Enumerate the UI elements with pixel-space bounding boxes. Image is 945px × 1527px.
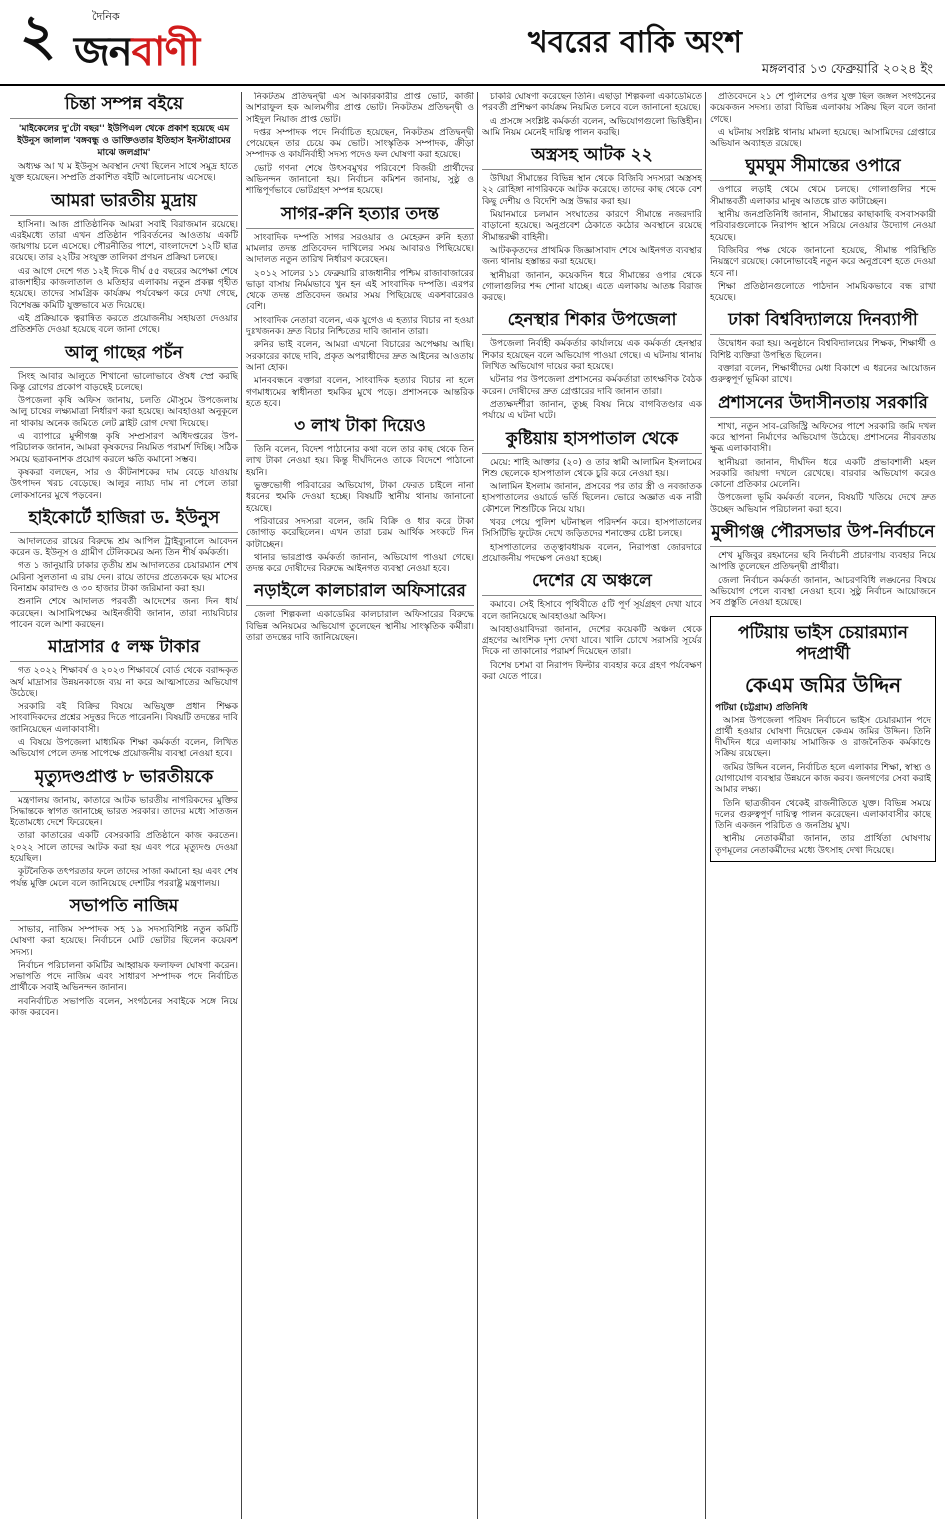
article (10, 896, 238, 1019)
column-1 (10, 92, 238, 1519)
article-body (715, 716, 931, 858)
paragraph: উপজেলা নির্বাহী কর্মকর্তার কার্যালয়ে এক কর্মকর্তা হেনস্থার শিকার হয়েছেন বলে অভিযোগ পাওয়া গেছে। এ ঘটনায় থানায় লিখিত অভিযোগ দায়ের করা হয়েছে। (482, 339, 702, 373)
paragraph: কমাবে। সেই হিসাবে পৃথিবীতে ৫টি পূর্ণ সূর্যগ্রহণ দেখা যাবে বলে জানিয়েছে আবহাওয়া অফিস। (482, 600, 702, 622)
article (246, 92, 474, 198)
paragraph: মানববন্ধনে বক্তারা বলেন, সাংবাদিক হত্যার বিচার না হলে গণমাধ্যমের স্বাধীনতা হুমকির মুখে পড়ে। প্রশাসনকে আন্তরিক হতে হবে। (246, 376, 474, 409)
paragraph: সাংবাদিক নেতারা বলেন, এক যুগেও এ হত্যার বিচার না হওয়া দুঃখজনক। দ্রুত বিচার নিশ্চিতের দাবি জানান তারা। (246, 315, 474, 338)
column-3 (482, 92, 702, 1519)
paragraph: এ প্রসঙ্গে সংশ্লিষ্ট কর্মকর্তা বলেন, অভিযোগগুলো ভিত্তিহীন। আমি নিয়ম মেনেই দায়িত্ব পালন করছি। (482, 116, 702, 138)
article-body (246, 233, 474, 410)
paragraph: উপজেলা কৃষি অফিস জানায়, চলতি মৌসুমে উপজেলায় আলু চাষের লক্ষ্যমাত্রা নির্ধারণ করা হয়েছে। আবহাওয়া অনুকূলে না থাকায় অনেক জমিতে লেট ব্লাইট রোগ দেখা দিয়েছে। (10, 396, 238, 429)
column-divider (477, 92, 478, 1519)
paragraph: উপজেলা ভূমি কর্মকর্তা বলেন, বিষয়টি খতিয়ে দেখে দ্রুত উচ্ছেদ অভিযান পরিচালনা করা হবে। (710, 493, 936, 515)
paragraph: মেয়ে: শাহি আক্তার (২০) ও তার স্বামী আলামিন ইসলামের শিশু ছেলেকে হাসপাতাল থেকে চুরি করে নেওয়া হয়। (482, 457, 702, 479)
column-4 (710, 92, 936, 1519)
paragraph: এর আগে দেশে গত ১২ই দিকে দীর্ঘ ৫৫ বছরের অপেক্ষা শেষে রাজশাহীর কাজলাতাল ও মতিহার এলাকায় নতুন প্রকল্প গৃহীত হয়েছে। তাদের সামগ্রিক কার্যক্রম পর্যবেক্ষণ করে দেখা গেছে, বিশেষজ্ঞ কমিটি যুক্তভাবে মত দিয়েছে। (10, 266, 238, 311)
article (710, 522, 936, 609)
paragraph: জেলা নির্বাচন কর্মকর্তা জানান, আচরণবিধি লঙ্ঘনের বিষয়ে অভিযোগ পেলে ব্যবস্থা নেওয়া হবে। সুষ্ঠু নির্বাচন আয়োজনে সব প্রস্তুতি নেওয়া হয়েছে। (710, 575, 936, 609)
article-body (482, 600, 702, 683)
paragraph: আবহাওয়াবিদরা জানান, দেশের কয়েকটি অঞ্চল থেকে গ্রহণের আংশিক দৃশ্য দেখা যাবে। খালি চোখে সরাসরি সূর্যের দিকে না তাকানোর পরামর্শ দিয়েছেন তারা। (482, 624, 702, 658)
article-body (246, 92, 474, 198)
article-headline: আমরা ভারতীয় মুদ্রায় (10, 191, 238, 216)
article-body (710, 185, 936, 304)
paragraph: আসন্ন উপজেলা পরিষদ নির্বাচনে ভাইস চেয়ারম্যান পদে প্রার্থী হওয়ার ঘোষণা দিয়েছেন কেএম জমির উদ্দিন। তিনি দীর্ঘদিন ধরে এলাকায় সামাজিক ও রাজনৈতিক কর্মকাণ্ডে সক্রিয় রয়েছেন। (715, 715, 931, 760)
article-body (10, 925, 238, 1019)
logo-daily-label: দৈনিক (92, 10, 120, 23)
article (710, 310, 936, 386)
article-headline: মাদ্রাসার ৫ লক্ষ টাকার (10, 637, 238, 662)
paragraph: এই প্রক্রিয়াকে ত্বরান্বিত করতে প্রয়োজনীয় সহায়তা দেওয়ার প্রতিশ্রুতি দেওয়া হয়েছে বলে জানা গেছে। (10, 313, 238, 336)
article-headline: নড়াইলে কালচারাল অফিসারের (246, 581, 474, 606)
paragraph: দপ্তর সম্পাদক পদে নির্বাচিত হয়েছেন, নিকটতম প্রতিদ্বন্দ্বী পেয়েছেন তার চেয়ে কম ভোট। সাংস্কৃতিক সম্পাদক, ক্রীড়া সম্পাদক ও কার্যনির্বাহী সদস্য পদেও ফল ঘোষণা করা হয়েছে। (246, 127, 474, 161)
article-headline: চিন্তা সম্পন্ন বইয়ে (10, 94, 238, 119)
article-headline: অস্ত্রসহ আটক ২২ (482, 145, 702, 170)
paragraph: তিনি বলেন, বিদেশ পাঠানোর কথা বলে তার কাছ থেকে তিন লাখ টাকা নেওয়া হয়। কিন্তু দীর্ঘদিনেও তাকে বিদেশে পাঠানো হয়নি। (246, 445, 474, 478)
paragraph: নির্বাচন পরিচালনা কমিটির আহ্বায়ক ফলাফল ঘোষণা করেন। সভাপতি পদে নাজিম এবং সাধারণ সম্পাদক পদে নির্বাচিত প্রার্থীকে সবাই অভিনন্দন জানান। (10, 960, 238, 994)
article-body (482, 174, 702, 304)
paragraph: কৃষকরা বলছেন, সার ও কীটনাশকের দাম বেড়ে যাওয়ায় উৎপাদন খরচ বেড়েছে। আলুর ন্যায্য দাম না পেলে তারা লোকসানের মুখে পড়বেন। (10, 467, 238, 501)
article (710, 92, 936, 150)
paragraph: শেখ মুজিবুর রহমানের ছবি নির্বাচনী প্রচারণায় ব্যবহার নিয়ে আপত্তি তুলেছেন প্রতিদ্বন্দ্বী প্রার্থীরা। (710, 551, 936, 573)
article-headline: দেশের যে অঞ্চলে (482, 571, 702, 596)
article-body (710, 422, 936, 516)
article (482, 571, 702, 683)
article-headline: ঘুমঘুম সীমান্তের ওপারে (710, 156, 936, 181)
article-body (482, 339, 702, 422)
paragraph: স্থানীয় জনপ্রতিনিধি জানান, সীমান্তের কাছাকাছি বসবাসকারী পরিবারগুলোকে নিরাপদ স্থানে সরিয়ে নেওয়ার উদ্যোগ নেওয়া হয়েছে। (710, 210, 936, 243)
paragraph: জমির উদ্দিন বলেন, নির্বাচিত হলে এলাকার শিক্ষা, স্বাস্থ্য ও যোগাযোগ ব্যবস্থার উন্নয়নে কাজ করব। জনগণের সেবা করাই আমার লক্ষ্য। (715, 762, 931, 796)
paragraph: শুনানি শেষে আদালত পরবর্তী আদেশের জন্য দিন ধার্য করেছেন। আসামিপক্ষের আইনজীবী জানান, তারা ন্যায়বিচার পাবেন বলে আশা করছেন। (10, 597, 238, 630)
article-body (710, 339, 936, 386)
newspaper-logo (74, 8, 234, 75)
paragraph: প্রতিবেদনে ২১ শে পুলিশের ওপর যুক্ত ছিল জঙ্গল সংগঠনের কয়েকজন সদস্য। তারা বিভিন্ন এলাকায় সক্রিয় ছিল বলে জানা গেছে। (710, 92, 936, 125)
article-headline: কুষ্টিয়ায় হাসপাতাল থেকে (482, 429, 702, 454)
article-subheadline: কেএম জমির উদ্দিন (744, 672, 902, 697)
paragraph: রুনির ভাই বলেন, আমরা এখনো বিচারের অপেক্ষায় আছি। সরকারের কাছে দাবি, প্রকৃত অপরাধীদের দ্রুত আইনের আওতায় আনা হোক। (246, 340, 474, 373)
logo-part2: বাণী (131, 29, 200, 75)
paragraph: এ ব্যাপারে মুন্সীগঞ্জ কৃষি সম্প্রসারণ অধিদপ্তরের উপ-পরিচালক জানান, আমরা কৃষকদের নিয়মিত পরামর্শ দিচ্ছি। সঠিক সময়ে ছত্রাকনাশক প্রয়োগ করলে ক্ষতি কমানো সম্ভব। (10, 432, 238, 465)
masthead (0, 0, 945, 86)
publication-date: মঙ্গলবার ১৩ ফেব্রুয়ারি ২০২৪ ইং (761, 62, 933, 77)
article (10, 94, 238, 185)
paragraph: গত ১ জানুয়ারি ঢাকার তৃতীয় শ্রম আদালতের চেয়ারম্যান শেখ মেরিনা সুলতানা এ রায় দেন। রায়ে তাদের প্রত্যেককে ছয় মাসের বিনাশ্রম কারাদণ্ড ও ৩০ হাজার টাকা জরিমানা করা হয়। (10, 561, 238, 595)
paragraph: হাসিনা। আজ প্রাতিষ্ঠানিক আমরা সবাই বিরাজমান রয়েছে। এরইমধ্যে তারা এখন প্রতিষ্ঠান পরিবর্তনের আওতায় একটি জায়গায় চলে এসেছে। পৌরনীতির পাশে, বাংলাদেশে ১২টি ছাত্র রয়েছে। তার ২২টির সংযুক্ত তালিকা প্রণয়ন প্রক্রিয়া চলছে। (10, 219, 238, 264)
paragraph: ওপারে লড়াই থেমে থেমে চলছে। গোলাগুলির শব্দে সীমান্তবর্তী এলাকার মানুষ আতঙ্কে রাত কাটাচ্ছেন। (710, 185, 936, 207)
paragraph: সাংবাদিক দম্পতি সাগর সরওয়ার ও মেহেরুন রুনি হত্যা মামলার তদন্ত প্রতিবেদন দাখিলের সময় আবারও পিছিয়েছে। আদালত নতুন তারিখ নির্ধারণ করেছেন। (246, 232, 474, 266)
paragraph: ঘটনার পর উপজেলা প্রশাসনের কর্মকর্তারা তাৎক্ষণিক বৈঠক করেন। দোষীদের দ্রুত গ্রেপ্তারের দাবি জানান তারা। (482, 375, 702, 397)
article-body (246, 445, 474, 575)
article (482, 310, 702, 422)
article-headline: ৩ লাখ টাকা দিয়েও (246, 416, 474, 441)
page-number: ২ (19, 3, 57, 68)
article-body (10, 537, 238, 631)
article-headline: সাগর-রুনি হত্যার তদন্ত (246, 204, 474, 229)
article-subhead: 'মাইকেলের দু'টো বছর'' ইউপিএল থেকে প্রকাশ হয়েছে এম ইউনুস জালাল 'বঙ্গবন্ধু ও ডাক্তিওতার ইতিহাস ইনস্টাগ্রামের মাঝে জলগ্রাম' (17, 124, 231, 158)
article (482, 145, 702, 304)
column-divider (705, 92, 706, 1519)
paragraph: উদ্বোধন করা হয়। অনুষ্ঠানে বিশ্ববিদ্যালয়ের শিক্ষক, শিক্ষার্থী ও বিশিষ্ট ব্যক্তিরা উপস্থিত ছিলেন। (710, 339, 936, 361)
paragraph: খবর পেয়ে পুলিশ ঘটনাস্থল পরিদর্শন করে। হাসপাতালের সিসিটিভি ফুটেজ দেখে জড়িতদের শনাক্তের চেষ্টা চলছে। (482, 518, 702, 540)
boxed-article (710, 616, 936, 863)
paragraph: অধ্যক্ষ আ খ ম ইউনুস অবস্থান দেখা ছিলেন সাথে সমুদ্র হাতে যুক্ত হয়েছেন। সম্প্রতি প্রকাশিত বইটি আলোচনায় এসেছে। (10, 162, 238, 184)
article (710, 156, 936, 304)
paragraph: স্থানীয়রা জানান, কয়েকদিন ধরে সীমান্তের ওপার থেকে গোলাগুলির শব্দ শোনা যাচ্ছে। এতে এলাকায় আতঙ্ক বিরাজ করছে। (482, 270, 702, 304)
article-headline: মুন্সীগঞ্জ পৌরসভার উপ-নির্বাচনে (710, 522, 936, 547)
article-body (10, 162, 238, 185)
article-headline: হেনস্থার শিকার উপজেলা (482, 310, 702, 335)
article-headline: মৃত্যুদণ্ডপ্রাপ্ত ৮ ভারতীয়কে (10, 767, 238, 792)
paragraph: গত ২০২২ শিক্ষাবর্ষ ও ২০২৩ শিক্ষাবর্ষে বোর্ড থেকে বরাদ্দকৃত অর্থ মাদ্রাসার উন্নয়নকাজে ব্যয় না করে আত্মসাতের অভিযোগ উঠেছে। (10, 666, 238, 699)
article (246, 581, 474, 644)
article-headline: পটিয়ায় ভাইস চেয়ারম্যান পদপ্রার্থী (738, 622, 908, 664)
article-headline: ঢাকা বিশ্ববিদ্যালয়ে দিনব্যাপী (710, 310, 936, 335)
paragraph: শিক্ষা প্রতিষ্ঠানগুলোতে পাঠদান সাময়িকভাবে বন্ধ রাখা হয়েছে। (710, 281, 936, 304)
paragraph: স্থানীয় নেতাকর্মীরা জানান, তার প্রার্থিতা ঘোষণায় তৃণমূলের নেতাকর্মীদের মধ্যে উৎসাহ দেখা দিয়েছে। (715, 834, 931, 856)
paragraph: ভোট গণনা শেষে উৎসবমুখর পরিবেশে বিজয়ী প্রার্থীদের অভিনন্দন জানানো হয়। নির্বাচন কমিশন জানায়, সুষ্ঠু ও শান্তিপূর্ণভাবে ভোটগ্রহণ সম্পন্ন হয়েছে। (246, 163, 474, 197)
article (10, 191, 238, 337)
article-body (10, 796, 238, 890)
article (10, 767, 238, 890)
article-body (246, 610, 474, 644)
paragraph: তারা কাতারের একটি বেসরকারি প্রতিষ্ঠানে কাজ করতেন। ২০২২ সালে তাদের আটক করা হয় এবং পরে মৃত্যুদণ্ড দেওয়া হয়েছিল। (10, 831, 238, 865)
article-body (10, 666, 238, 760)
paragraph: ভুক্তভোগী পরিবারের অভিযোগ, টাকা ফেরত চাইলে নানা ধরনের হুমকি দেওয়া হচ্ছে। বিষয়টি স্থানীয় থানায় জানানো হয়েছে। (246, 481, 474, 514)
paragraph: নিকটতম প্রতিদ্বন্দ্বী এস আকারকারীর প্রাপ্ত ভোট, কাজী আশরাফুল হক আলমগীর প্রাপ্ত ভোট। নিকটতম প্রতিদ্বন্দ্বী ও সাইদুল নিয়াজ প্রাপ্ত ভোট। (246, 92, 474, 125)
article-headline: হাইকোর্টে হাজিরা ড. ইউনুস (10, 508, 238, 533)
paragraph: থানার ভারপ্রাপ্ত কর্মকর্তা জানান, অভিযোগ পাওয়া গেছে। তদন্ত করে দোষীদের বিরুদ্ধে আইনগত ব্যবস্থা নেওয়া হবে। (246, 552, 474, 575)
article-headline: সভাপতি নাজিম (10, 896, 238, 921)
paragraph: পরিবারের সদস্যরা বলেন, জমি বিক্রি ও ধার করে টাকা জোগাড় করেছিলেন। এখন তারা চরম আর্থিক সংকটে দিন কাটাচ্ছেন। (246, 516, 474, 550)
paragraph: জেলা শিল্পকলা একাডেমির কালচারাল অফিসারের বিরুদ্ধে বিভিন্ন অনিয়মের অভিযোগ তুলেছেন স্থানীয় সাংস্কৃতিক কর্মীরা। তারা তদন্তের দাবি জানিয়েছেন। (246, 610, 474, 643)
article-headline: আলু গাছের পচঁন (10, 343, 238, 368)
column-2 (246, 92, 474, 1519)
paragraph: শাখা, নতুন সাব-রেজিস্ট্রি অফিসের পাশে সরকারি জমি দখল করে স্থাপনা নির্মাণের অভিযোগ উঠেছে। প্রশাসনের নীরবতায় ক্ষুব্ধ এলাকাবাসী। (710, 421, 936, 455)
paragraph: প্রত্যক্ষদর্শীরা জানান, তুচ্ছ বিষয় নিয়ে বাগবিতণ্ডার এক পর্যায়ে এ ঘটনা ঘটে। (482, 399, 702, 422)
article-body (710, 551, 936, 609)
paragraph: নবনির্বাচিত সভাপতি বলেন, সংগঠনের সবাইকে সঙ্গে নিয়ে কাজ করবেন। (10, 996, 238, 1019)
paragraph: সিংহ আবার আলুতে শিখানো ভালোভাবে ঔষধ স্প্রে করছি কিন্তু রোগের প্রকোপ বাড়ছেই চলেছে। (10, 371, 238, 393)
article-body (482, 92, 702, 139)
column-divider (241, 92, 242, 1519)
paragraph: এ বিষয়ে উপজেলা মাধ্যমিক শিক্ষা কর্মকর্তা বলেন, লিখিত অভিযোগ পেলে তদন্ত সাপেক্ষে প্রয়োজনীয় ব্যবস্থা নেওয়া হবে। (10, 737, 238, 760)
paragraph: তিনি ছাত্রজীবন থেকেই রাজনীতিতে যুক্ত। বিভিন্ন সময়ে দলের গুরুত্বপূর্ণ দায়িত্ব পালন করেছেন। এলাকাবাসীর কাছে তিনি একজন পরিচিত ও জনপ্রিয় মুখ। (715, 798, 931, 832)
paragraph: ২০১২ সালের ১১ ফেব্রুয়ারি রাজধানীর পশ্চিম রাজাবাজারের ভাড়া বাসায় নির্মমভাবে খুন হন এই সাংবাদিক দম্পতি। এরপর থেকে তদন্ত প্রতিবেদন জমার সময় পিছিয়েছে একশবারেরও বেশি। (246, 268, 474, 313)
article-body (10, 220, 238, 337)
paragraph: সাভার, নাজিম সম্পাদক সহ ১৯ সদস্যবিশিষ্ট নতুন কমিটি ঘোষণা করা হয়েছে। নির্বাচনে মোট ভোটার ছিলেন কয়েকশ সদস্য। (10, 924, 238, 958)
paragraph: বিশেষ চশমা বা নিরাপদ ফিল্টার ব্যবহার করে গ্রহণ পর্যবেক্ষণ করা যেতে পারে। (482, 660, 702, 682)
article-byline: পটিয়া (চট্টগ্রাম) প্রতিনিধি (715, 702, 808, 713)
paragraph: উখিয়া সীমান্তের বিভিন্ন স্থান থেকে বিজিবি সদস্যরা অস্ত্রসহ ২২ রোহিঙ্গা নাগরিককে আটক করেছে। তাদের কাছ থেকে বেশ কিছু দেশীয় ও বিদেশি অস্ত্র উদ্ধার করা হয়। (482, 174, 702, 207)
logo-text (74, 20, 199, 87)
paragraph: এ ঘটনায় সংশ্লিষ্ট থানায় মামলা হয়েছে। আসামিদের গ্রেপ্তারে অভিযান অব্যাহত রয়েছে। (710, 127, 936, 150)
article-body (710, 92, 936, 150)
paragraph: চাকরি ঘোষণা করেছেন তিনি। এছাড়া শিল্পকলা একাডেমিতে পরবর্তী প্রশিক্ষণ কার্যক্রম নিয়মিত চলবে বলে জানানো হয়েছে। (482, 92, 702, 114)
paragraph: মিয়ানমারে চলমান সংঘাতের কারণে সীমান্তে নজরদারি বাড়ানো হয়েছে। অনুপ্রবেশ ঠেকাতে কঠোর অবস্থানে রয়েছে সীমান্তরক্ষী বাহিনী। (482, 210, 702, 243)
article-body (482, 458, 702, 566)
paragraph: বিজিবির পক্ষ থেকে জানানো হয়েছে, সীমান্ত পরিস্থিতি নিয়ন্ত্রণে রয়েছে। কোনোভাবেই নতুন করে অনুপ্রবেশ হতে দেওয়া হবে না। (710, 245, 936, 279)
article (482, 92, 702, 139)
logo-part1: জন (74, 29, 132, 75)
paragraph: সরকারি বই বিক্রির বিষয়ে অভিযুক্ত প্রধান শিক্ষক সাংবাদিকদের প্রশ্নের সদুত্তর দিতে পারেননি। বিষয়টি তদন্তের দাবি জানিয়েছেন এলাকাবাসী। (10, 702, 238, 735)
article (10, 637, 238, 760)
article (10, 343, 238, 502)
paragraph: কূটনৈতিক তৎপরতার ফলে তাদের সাজা কমানো হয় এবং শেষ পর্যন্ত মুক্তি মেলে বলে জানিয়েছে দেশটির পররাষ্ট্র মন্ত্রণালয়। (10, 867, 238, 889)
paragraph: আটককৃতদের প্রাথমিক জিজ্ঞাসাবাদ শেষে আইনগত ব্যবস্থার জন্য থানায় হস্তান্তর করা হয়েছে। (482, 245, 702, 268)
paragraph: বক্তারা বলেন, শিক্ষার্থীদের মেধা বিকাশে এ ধরনের আয়োজন গুরুত্বপূর্ণ ভূমিকা রাখে। (710, 364, 936, 386)
section-title: খবরের বাকি অংশ (528, 25, 742, 60)
article (246, 416, 474, 575)
article (246, 204, 474, 410)
paragraph: আলামিন ইসলাম জানান, প্রসবের পর তার স্ত্রী ও নবজাতক হাসপাতালের ওয়ার্ডে ভর্তি ছিলেন। ভোরে অজ্ঞাত এক নারী কৌশলে শিশুটিকে নিয়ে যায়। (482, 482, 702, 515)
article-body (10, 372, 238, 502)
paragraph: মন্ত্রণালয় জানায়, কাতারে আটক ভারতীয় নাগরিকদের মুক্তির সিদ্ধান্তকে স্বাগত জানাচ্ছে ভারত সরকার। তাদের মধ্যে সাতজন ইতোমধ্যে দেশে ফিরেছেন। (10, 795, 238, 829)
article (710, 393, 936, 516)
paragraph: হাসপাতালের তত্ত্বাবধায়ক বলেন, নিরাপত্তা জোরদারে প্রয়োজনীয় পদক্ষেপ নেওয়া হচ্ছে। (482, 542, 702, 564)
article (482, 429, 702, 566)
paragraph: আদালতের রায়ের বিরুদ্ধে শ্রম আপিল ট্রাইব্যুনালে আবেদন করেন ড. ইউনূস ও গ্রামীণ টেলিকমের অন্য তিন শীর্ষ কর্মকর্তা। (10, 536, 238, 559)
paragraph: স্থানীয়রা জানান, দীর্ঘদিন ধরে একটি প্রভাবশালী মহল সরকারি জায়গা দখলে রেখেছে। বারবার অভিযোগ করেও কোনো প্রতিকার মেলেনি। (710, 457, 936, 491)
article (10, 508, 238, 631)
article-headline: প্রশাসনের উদাসীনতায় সরকারি (710, 393, 936, 418)
